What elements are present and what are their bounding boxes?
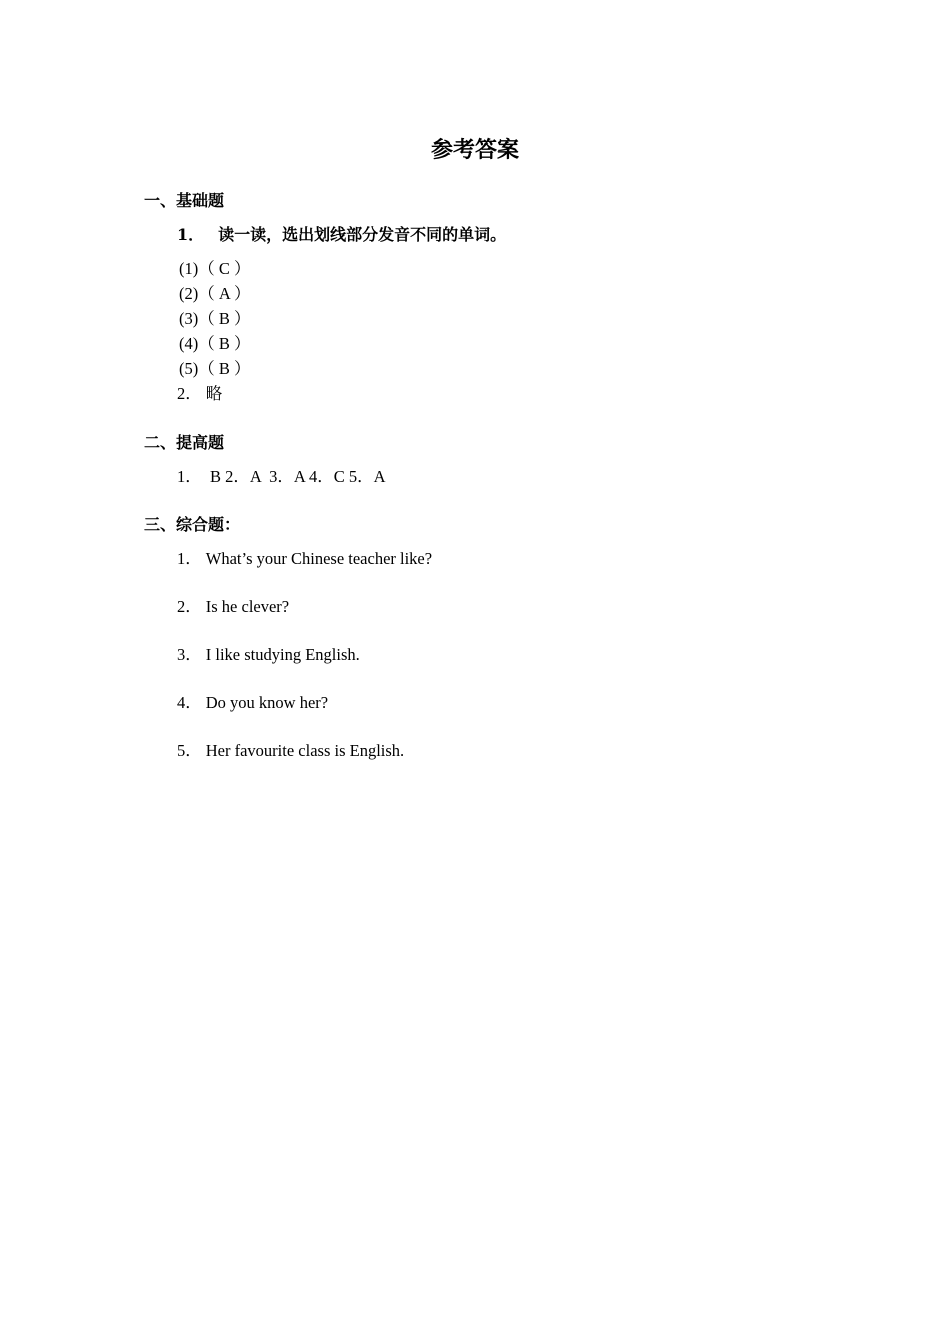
- item-text: Do you know her?: [205, 693, 329, 712]
- question-2-answer: [177, 384, 222, 404]
- section-heading-advanced: 二、提高题: [144, 433, 225, 452]
- comprehensive-item-3: [177, 645, 360, 665]
- item-text: What’s your Chinese teacher like?: [205, 549, 433, 568]
- answer-1-5: (5)（ B ）: [179, 359, 251, 378]
- item-text: Her favourite class is English.: [205, 741, 405, 760]
- item-number: 1．: [177, 549, 202, 568]
- answer-1-4: (4)（ B ）: [179, 334, 251, 353]
- comprehensive-item-5: [177, 741, 404, 761]
- section-heading-basic: 一、基础题: [144, 191, 225, 210]
- answer-1-2: (2)（ A ）: [179, 284, 251, 303]
- item-number: 2．: [177, 597, 202, 616]
- item-number: 5．: [177, 741, 202, 760]
- advanced-answers-line: 1． B 2．A 3．A 4．C 5．A: [177, 467, 386, 486]
- question-1-number: 1．: [177, 225, 205, 244]
- comprehensive-item-1: [177, 549, 432, 569]
- section-heading-comprehensive: 三、综合题：: [144, 515, 241, 534]
- answer-1-3: (3)（ B ）: [179, 309, 251, 328]
- item-text: I like studying English.: [205, 645, 360, 664]
- answer-1-1: (1)（ C ）: [179, 259, 251, 278]
- page-title: 参考答案: [430, 138, 519, 163]
- item-text: Is he clever?: [205, 597, 290, 616]
- question-1-instruction: 读一读，选出划线部分发音不同的单词。: [218, 225, 507, 244]
- comprehensive-item-4: [177, 693, 328, 713]
- question-2-number: 2．: [177, 384, 202, 403]
- item-number: 4．: [177, 693, 202, 712]
- comprehensive-item-2: [177, 597, 289, 617]
- question-1-heading: [177, 225, 506, 245]
- question-2-text: 略: [205, 384, 223, 403]
- item-number: 3．: [177, 645, 202, 664]
